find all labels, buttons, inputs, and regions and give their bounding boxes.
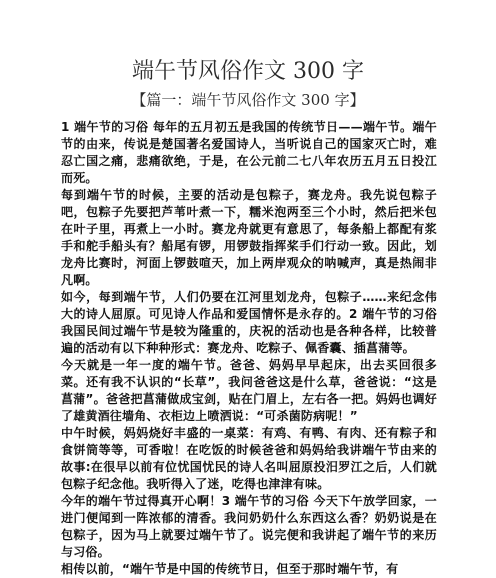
paragraph: 今年的端午节过得真开心啊！3 端午节的习俗 今天下午放学回家，一进门便闻到一阵浓郁的清香。我问奶奶什么东西这么香？奶奶说是在包粽子，因为马上就要过端午节了。说完便和我讲起了端午节的来历与习俗。 bbox=[61, 494, 437, 559]
paragraph: 今天就是一年一度的端午节。爸爸、妈妈早早起床，出去买回很多菜。还有我不认识的“长草”，我问爸爸这是什么草，爸爸说：“这是菖蒲”。爸爸把菖蒲做成宝剑，贴在门眉上，左右各一把。妈妈也调好了雄黄酒往墙角、衣柜边上喷洒说：“可杀菌防病呢！” bbox=[61, 358, 437, 423]
page-title: 端午节风俗作文 300 字 bbox=[132, 59, 364, 84]
paragraph: 中午时候，妈妈烧好丰盛的一桌菜：有鸡、有鸭、有肉、还有粽子和食饼筒等等，可香啦！在吃饭的时候爸爸和妈妈给我讲端午节由来的故事:在很早以前有位忧国忧民的诗人名叫屈原投汨罗江之后，人们就包粽子纪念他。我听得入了迷，吃得也津津有味。 bbox=[61, 426, 437, 491]
paragraph: 相传以前，“端午节是中国的传统节日，但至于那时端午节，有 bbox=[61, 562, 399, 576]
article-body bbox=[61, 119, 437, 578]
paragraph: 如今，每到端午节，人们仍要在江河里划龙舟，包粽子……来纪念伟大的诗人屈原。可见诗人作品和爱国情怀是永存的。2 端午节的习俗 我国民间过端午节是较为隆重的，庆祝的活动也是各种各样，比较普遍的活动有以下种种形式：赛龙舟、吃粽子、佩香囊、插菖蒲等。 bbox=[61, 290, 437, 355]
paragraph: 1 端午节的习俗 每年的五月初五是我国的传统节日——端午节。端午节的由来，传说是楚国著名爱国诗人，当听说自己的国家灭亡时，难忍亡国之痛，悲痛欲绝，于是，在公元前二七八年农历五月五日投江而死。 bbox=[61, 120, 437, 185]
paragraph: 每到端午节的时候，主要的活动是包粽子，赛龙舟。我先说包粽子吧，包粽子先要把芦苇叶煮一下，糯米泡两至三个小时，然后把米包在叶子里，再煮上一小时。赛龙舟就更有意思了，每条船上都配有浆手和舵手船头有？船尾有锣，用锣鼓指挥桨手们行动一致。因此，划龙舟比赛时，河面上锣鼓喧天，加上两岸观众的呐喊声，真是热闹非凡啊。 bbox=[61, 188, 437, 287]
section-heading: 【篇一：端午节风俗作文 300 字】 bbox=[131, 91, 365, 109]
